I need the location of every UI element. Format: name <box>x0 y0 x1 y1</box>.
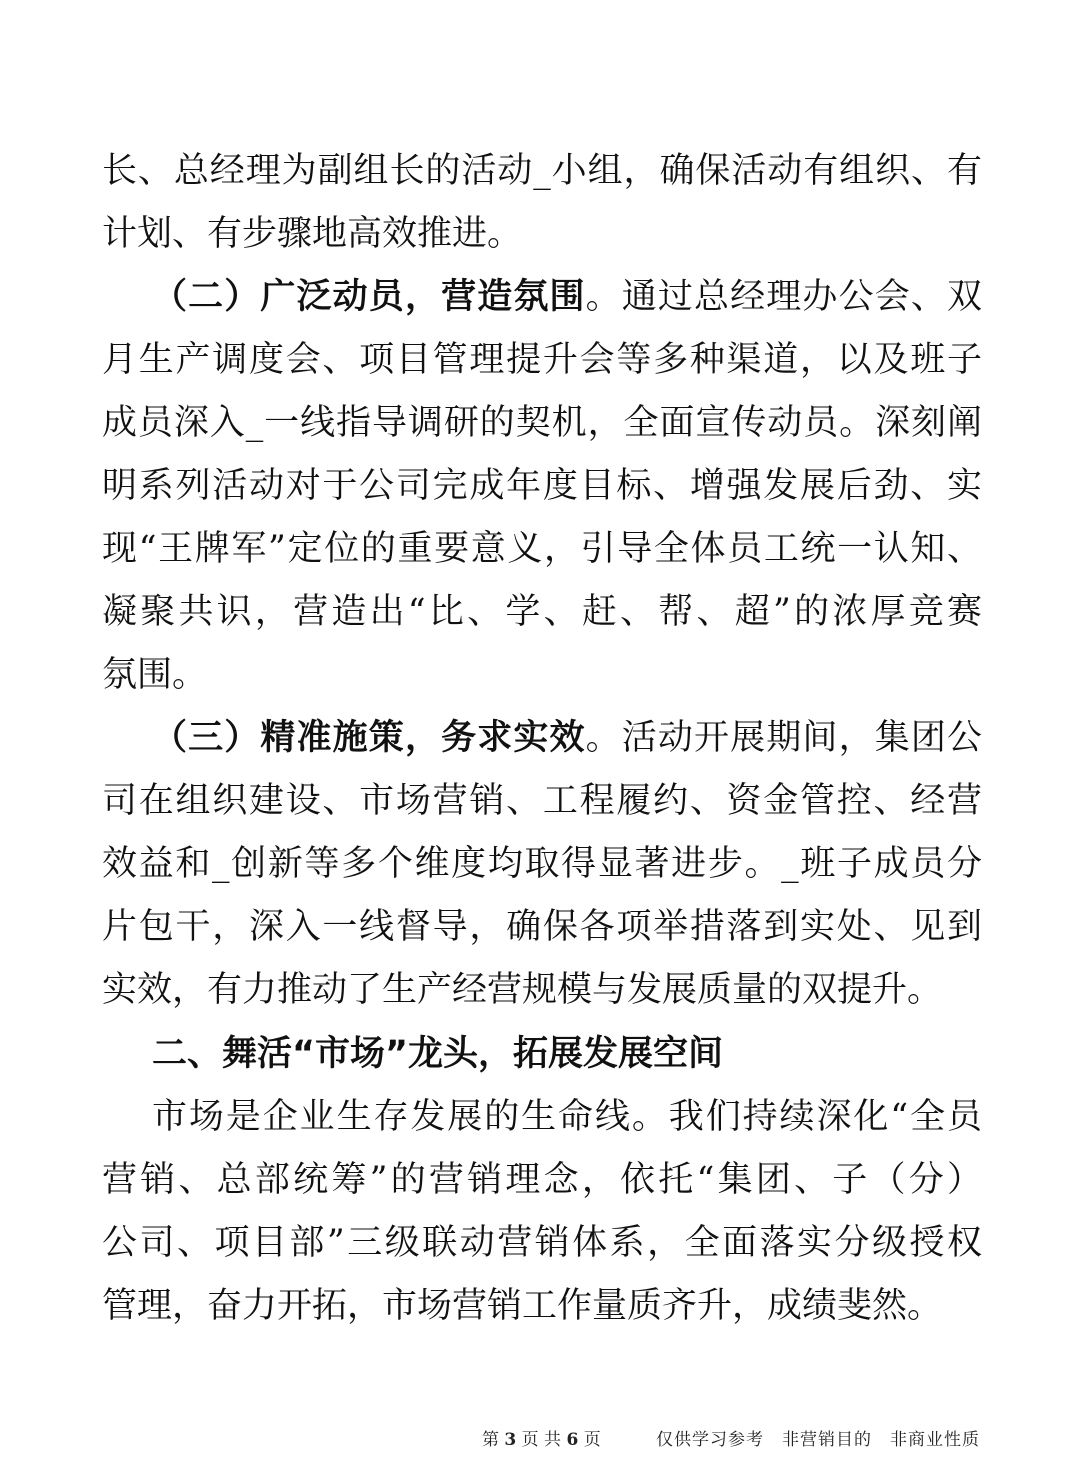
text-line: 氛围。 <box>102 655 208 695</box>
text-line: 月生产调度会、项目管理提升会等多种渠道，以及班子 <box>102 340 982 380</box>
text-line: 明系列活动对于公司完成年度目标、增强发展后劲、实 <box>102 466 982 506</box>
text-line: 效益和_创新等多个维度均取得显著进步。_班子成员分 <box>102 844 982 884</box>
footer-disclaimer: 仅供学习参考 非营销目的 非商业性质 <box>656 1430 980 1450</box>
text-line: 凝聚共识，营造出“比、学、赶、帮、超”的浓厚竞赛 <box>102 592 982 632</box>
text-line: 片包干，深入一线督导，确保各项举措落到实处、见到 <box>102 907 982 947</box>
page-mid: 页 共 <box>521 1430 562 1450</box>
text-line: 管理，奋力开拓，市场营销工作量质齐升，成绩斐然。 <box>102 1286 943 1326</box>
page-number <box>482 1428 601 1452</box>
paragraph-heading-line <box>152 268 982 326</box>
text-line: 营销、总部统筹”的营销理念，依托“集团、子（分） <box>102 1160 982 1200</box>
paragraph-heading: （三）精准施策，务求实效 <box>152 718 586 758</box>
page-prefix: 第 <box>482 1430 499 1450</box>
paragraph-heading: （二）广泛动员，营造氛围 <box>152 277 586 317</box>
text-line: 计划、有步骤地高效推进。 <box>102 214 523 254</box>
text-line: 市场是企业生存发展的生命线。我们持续深化“全员 <box>152 1097 982 1137</box>
text-line: 公司、项目部”三级联动营销体系，全面落实分级授权 <box>102 1223 982 1263</box>
paragraph-heading-line <box>152 709 982 767</box>
text-line: 实效，有力推动了生产经营规模与发展质量的双提升。 <box>102 970 943 1010</box>
text-line: 现“王牌军”定位的重要意义，引导全体员工统一认知、 <box>102 529 982 569</box>
page-suffix: 页 <box>583 1430 601 1450</box>
text-line: 成员深入_一线指导调研的契机，全面宣传动员。深刻阐 <box>102 403 982 443</box>
text-line: 司在组织建设、市场营销、工程履约、资金管控、经营 <box>102 781 982 821</box>
text-line: 长、总经理为副组长的活动_小组，确保活动有组织、有 <box>102 151 982 191</box>
page-current: 3 <box>504 1430 517 1450</box>
paragraph-text: 。活动开展期间，集团公 <box>585 718 982 758</box>
paragraph-text: 。通过总经理办公会、双 <box>585 277 982 317</box>
page-total: 6 <box>566 1430 579 1450</box>
section-heading: 二、舞活“市场”龙头，拓展发展空间 <box>152 1034 724 1074</box>
